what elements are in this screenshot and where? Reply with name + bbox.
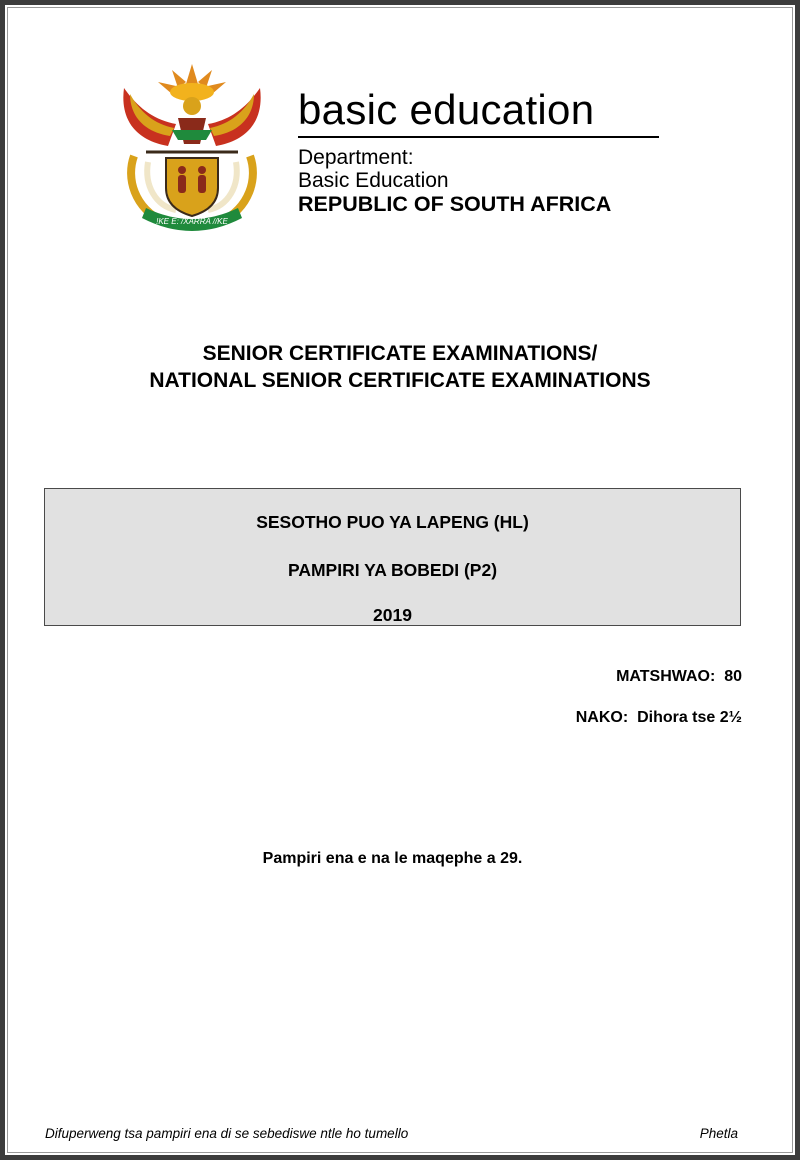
exam-heading [0,340,800,394]
coat-of-arms-icon [116,58,268,234]
marks-label: MATSHWAO: [616,668,716,685]
exam-year: 2019 [373,605,412,625]
turn-over-note: Phetla [699,1126,738,1141]
marks-value: 80 [724,668,742,685]
brand-title: basic education [298,86,595,133]
time-label: NAKO: [575,709,629,726]
pages-note: Pampiri ena e na le maqephe a 29. [262,850,523,867]
department-label: Department: [298,146,414,169]
paper-title: PAMPIRI YA BOBEDI (P2) [287,560,498,580]
subject-box [44,488,741,626]
country-name: REPUBLIC OF SOUTH AFRICA [298,192,612,216]
exam-heading-line2: NATIONAL SENIOR CERTIFICATE EXAMINATIONS [149,369,651,392]
marks-info [616,668,742,686]
svg-text:!KE E: /XARRA //KE: !KE E: /XARRA //KE [156,217,228,226]
copyright-note: Difuperweng tsa pampiri ena di se sebediswe ntle ho tumello [45,1126,409,1141]
brand-underline [298,136,659,138]
subject-title: SESOTHO PUO YA LAPENG (HL) [256,512,529,532]
time-value: Dihora tse 2½ [637,709,742,726]
exam-heading-line1: SENIOR CERTIFICATE EXAMINATIONS/ [202,342,598,365]
time-info [576,709,742,727]
department-name: Basic Education [298,169,449,192]
